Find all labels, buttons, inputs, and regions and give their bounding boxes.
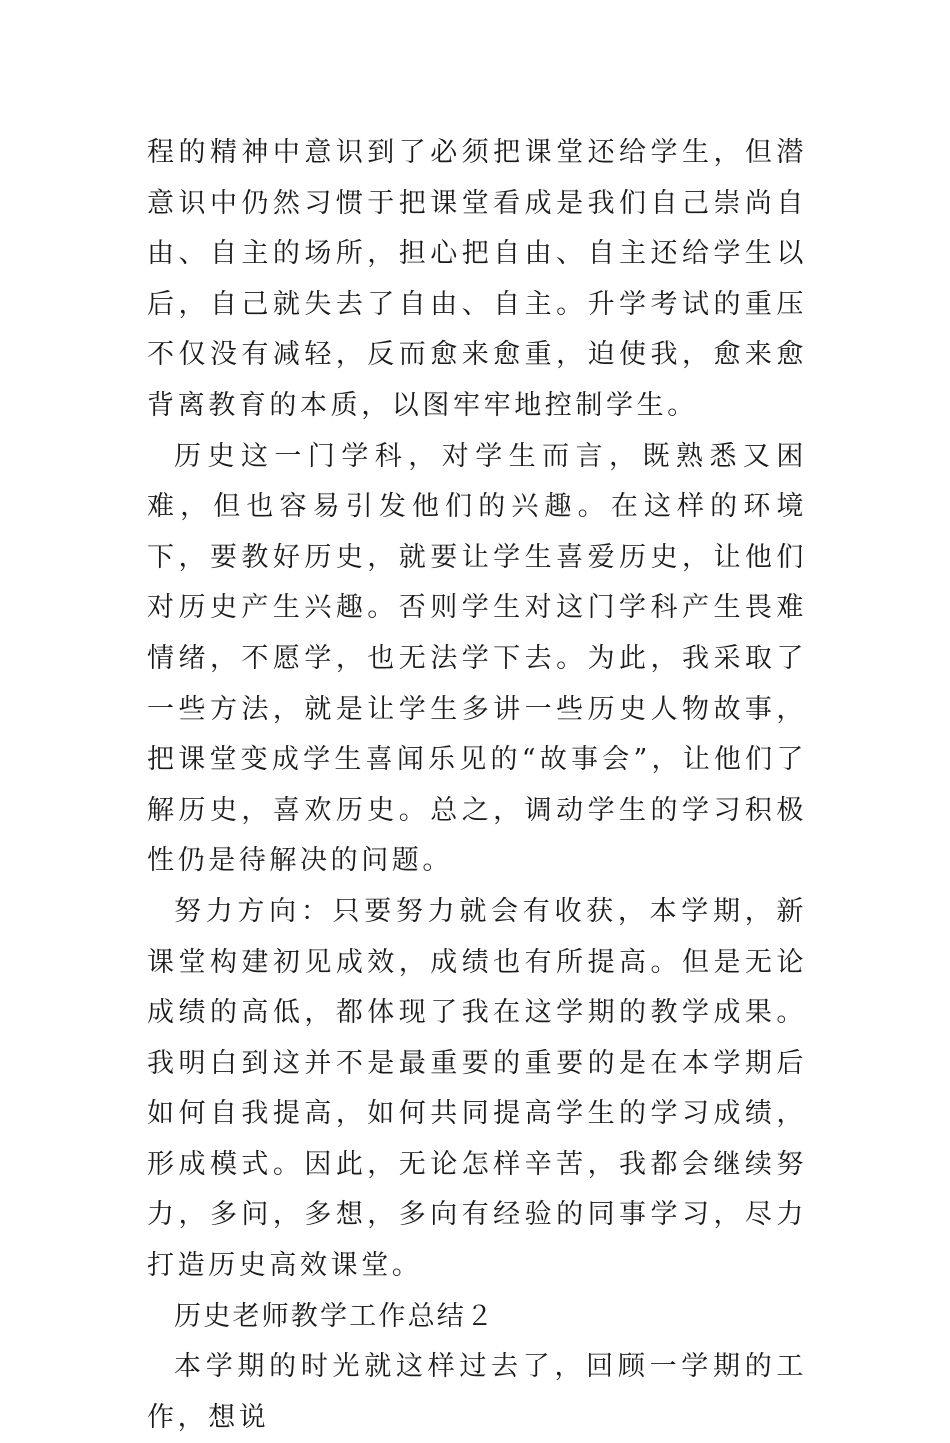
paragraph-history-interest: 历史这一门学科，对学生而言，既熟悉又困难，但也容易引发他们的兴趣。在这样的环境下，要教好历史，就要让学生喜爱历史，让他们对历史产生兴趣。否则学生对这门学科产生畏难情绪，不愿学，也无法学下去。为此，我采取了一些方法，就是让学生多讲一些历史人物故事，把课堂变成学生喜闻乐见的“故事会”，让他们了解历史，喜欢历史。总之，调动学生的学习积极性仍是待解决的问题。 — [147, 440, 807, 877]
paragraph-semester-review: 本学期的时光就这样过去了，回顾一学期的工作，想说 — [147, 1351, 807, 1433]
paragraph-effort-direction: 努力方向：只要努力就会有收获，本学期，新课堂构建初见成效，成绩也有所提高。但是无论成绩的高低，都体现了我在这学期的教学成果。我明白到这并不是最重要的重要的是在本学期后如何自我提高，如何共同提高学生的学习成绩，形成模式。因此，无论怎样辛苦，我都会继续努力，多问，多想，多向有经验的同事学习，尽力打造历史高效课堂。 — [147, 895, 807, 1282]
section-heading: 历史老师教学工作总结２ — [174, 1300, 496, 1332]
paragraph-continuation: 程的精神中意识到了必须把课堂还给学生，但潜意识中仍然习惯于把课堂看成是我们自己崇尚自由、自主的场所，担心把自由、自主还给学生以后，自己就失去了自由、自主。升学考试的重压不仅没有减轻，反而愈来愈重，迫使我，愈来愈背离教育的本质，以图牢牢地控制学生。 — [147, 137, 807, 421]
document-body — [147, 128, 807, 1443]
